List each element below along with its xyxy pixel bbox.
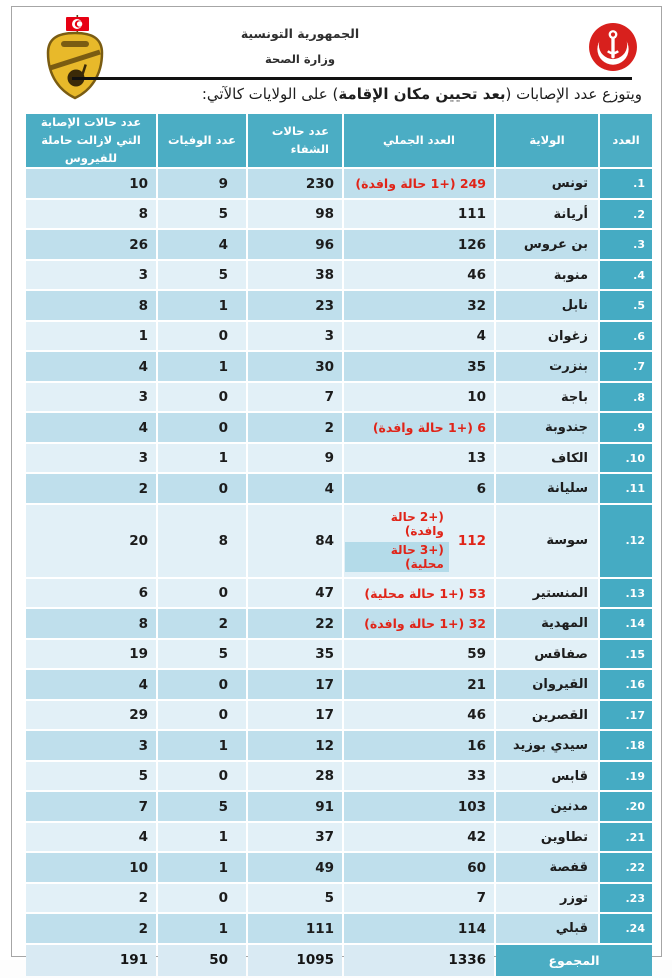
table-row	[26, 640, 652, 669]
row-deaths: 1	[158, 291, 246, 320]
row-rank: .12	[600, 505, 652, 577]
row-deaths: 1	[158, 444, 246, 473]
row-deaths: 5	[158, 261, 246, 290]
table-row	[26, 579, 652, 608]
row-total-cases: 53 (+1 حالة محلية)	[344, 579, 494, 608]
total-row	[26, 945, 652, 976]
row-deaths: 0	[158, 762, 246, 791]
col-header-recovered: عدد حالات الشفاء	[248, 114, 342, 167]
row-total-cases: 21	[344, 670, 494, 699]
row-rank: .6	[600, 322, 652, 351]
row-total-cases: 126	[344, 230, 494, 259]
row-deaths: 1	[158, 823, 246, 852]
row-recovered: 38	[248, 261, 342, 290]
row-governorate: تونس	[496, 169, 598, 198]
table-row	[26, 609, 652, 638]
row-governorate: الكاف	[496, 444, 598, 473]
table-row	[26, 823, 652, 852]
table-body	[26, 169, 652, 943]
row-active: 8	[26, 609, 156, 638]
row-active: 4	[26, 823, 156, 852]
row-total-cases: 7	[344, 884, 494, 913]
table-row	[26, 230, 652, 259]
row-total-cases: 249 (+1 حالة وافدة)	[344, 169, 494, 198]
row-rank: .4	[600, 261, 652, 290]
row-total-cases: 103	[344, 792, 494, 821]
row-governorate: نابل	[496, 291, 598, 320]
table-row	[26, 444, 652, 473]
row-deaths: 1	[158, 914, 246, 943]
row-deaths: 9	[158, 169, 246, 198]
row-active: 2	[26, 884, 156, 913]
row-deaths: 0	[158, 670, 246, 699]
row-rank: .23	[600, 884, 652, 913]
title-part3: ) على الولايات كالآتي:	[201, 85, 339, 103]
total-cases: 1336	[344, 945, 494, 976]
header-republic: الجمهورية التونسية	[240, 26, 360, 41]
row-rank: .11	[600, 474, 652, 503]
total-recovered: 1095	[248, 945, 342, 976]
total-label: المجموع	[496, 945, 652, 976]
row-governorate: المنستير	[496, 579, 598, 608]
row-recovered: 9	[248, 444, 342, 473]
row-rank: .10	[600, 444, 652, 473]
row-total-cases: 16	[344, 731, 494, 760]
row-active: 3	[26, 383, 156, 412]
row-rank: .21	[600, 823, 652, 852]
row-recovered: 12	[248, 731, 342, 760]
col-header-deaths: عدد الوفيات	[158, 114, 246, 167]
row-total-cases: 33	[344, 762, 494, 791]
row-rank: .1	[600, 169, 652, 198]
row-total-cases: 13	[344, 444, 494, 473]
row-rank: .14	[600, 609, 652, 638]
row-recovered: 3	[248, 322, 342, 351]
row-active: 10	[26, 169, 156, 198]
col-header-rank: العدد	[600, 114, 652, 167]
row-recovered: 91	[248, 792, 342, 821]
cases-by-governorate-table	[24, 112, 654, 978]
row-governorate: بنزرت	[496, 352, 598, 381]
row-governorate: سليانة	[496, 474, 598, 503]
table-row	[26, 413, 652, 442]
row-rank: .9	[600, 413, 652, 442]
row-active: 10	[26, 853, 156, 882]
row-recovered: 22	[248, 609, 342, 638]
table-row	[26, 853, 652, 882]
row-governorate: مدنين	[496, 792, 598, 821]
row-total-cases: 111	[344, 200, 494, 229]
row-recovered: 230	[248, 169, 342, 198]
row-deaths: 1	[158, 352, 246, 381]
row-recovered: 2	[248, 413, 342, 442]
row-deaths: 5	[158, 640, 246, 669]
row-total-cases: 4	[344, 322, 494, 351]
row-governorate: صفاقس	[496, 640, 598, 669]
row-recovered: 37	[248, 823, 342, 852]
row-deaths: 0	[158, 383, 246, 412]
row-recovered: 17	[248, 701, 342, 730]
row-total-cases: 42	[344, 823, 494, 852]
title-part2-bold: بعد تحيين مكان الإقامة	[338, 85, 506, 103]
row-total-cases: 112 (+2 حالة وافدة) (+3 حالة محلية)	[344, 505, 494, 577]
row-recovered: 23	[248, 291, 342, 320]
row-deaths: 8	[158, 505, 246, 577]
row-governorate: سوسة	[496, 505, 598, 577]
row-rank: .15	[600, 640, 652, 669]
row-rank: .5	[600, 291, 652, 320]
total-active: 191	[26, 945, 156, 976]
row-recovered: 28	[248, 762, 342, 791]
table-row	[26, 352, 652, 381]
table-row	[26, 322, 652, 351]
table-row	[26, 474, 652, 503]
row-active: 3	[26, 731, 156, 760]
row-rank: .8	[600, 383, 652, 412]
row-governorate: أريانة	[496, 200, 598, 229]
row-deaths: 0	[158, 701, 246, 730]
col-header-governorate: الولاية	[496, 114, 598, 167]
row-recovered: 17	[248, 670, 342, 699]
row-governorate: زغوان	[496, 322, 598, 351]
row-total-cases: 46	[344, 261, 494, 290]
table-row	[26, 731, 652, 760]
table-row	[26, 169, 652, 198]
table-row	[26, 200, 652, 229]
row-recovered: 47	[248, 579, 342, 608]
row-total-cases: 6 (+1 حالة وافدة)	[344, 413, 494, 442]
table-row	[26, 291, 652, 320]
row-governorate: القيروان	[496, 670, 598, 699]
row-total-cases: 32	[344, 291, 494, 320]
row-rank: .22	[600, 853, 652, 882]
row-recovered: 49	[248, 853, 342, 882]
row-active: 2	[26, 474, 156, 503]
row-governorate: باجة	[496, 383, 598, 412]
row-recovered: 7	[248, 383, 342, 412]
table-row	[26, 762, 652, 791]
row-recovered: 5	[248, 884, 342, 913]
health-ministry-logo-icon	[588, 22, 638, 72]
row-active: 3	[26, 261, 156, 290]
row-rank: .20	[600, 792, 652, 821]
row-rank: .24	[600, 914, 652, 943]
table-footer	[26, 945, 652, 976]
row-governorate: تطاوين	[496, 823, 598, 852]
row-governorate: قابس	[496, 762, 598, 791]
row-active: 6	[26, 579, 156, 608]
row-deaths: 1	[158, 853, 246, 882]
row-rank: .7	[600, 352, 652, 381]
row-active: 2	[26, 914, 156, 943]
header-ministry: وزارة الصحة	[265, 52, 335, 66]
row-governorate: منوبة	[496, 261, 598, 290]
row-total-cases: 32 (+1 حالة وافدة)	[344, 609, 494, 638]
row-total-cases: 10	[344, 383, 494, 412]
table-row	[26, 914, 652, 943]
tunisia-coat-of-arms-icon	[36, 14, 114, 100]
row-governorate: جندوبة	[496, 413, 598, 442]
row-recovered: 30	[248, 352, 342, 381]
row-rank: .19	[600, 762, 652, 791]
row-active: 29	[26, 701, 156, 730]
row-rank: .3	[600, 230, 652, 259]
row-total-cases: 46	[344, 701, 494, 730]
row-governorate: قبلي	[496, 914, 598, 943]
row-active: 4	[26, 670, 156, 699]
row-recovered: 84	[248, 505, 342, 577]
row-total-cases: 6	[344, 474, 494, 503]
row-deaths: 1	[158, 731, 246, 760]
row-governorate: المهدية	[496, 609, 598, 638]
row-deaths: 0	[158, 413, 246, 442]
row-deaths: 5	[158, 200, 246, 229]
row-deaths: 0	[158, 884, 246, 913]
col-header-total: العدد الجملي	[344, 114, 494, 167]
row-recovered: 4	[248, 474, 342, 503]
row-governorate: القصرين	[496, 701, 598, 730]
row-governorate: بن عروس	[496, 230, 598, 259]
row-governorate: سيدي بوزيد	[496, 731, 598, 760]
row-active: 1	[26, 322, 156, 351]
row-total-cases: 35	[344, 352, 494, 381]
row-active: 4	[26, 352, 156, 381]
row-governorate: توزر	[496, 884, 598, 913]
row-active: 4	[26, 413, 156, 442]
table-row	[26, 884, 652, 913]
row-recovered: 111	[248, 914, 342, 943]
title-part1: ويتوزع عدد الإصابات (	[505, 85, 642, 103]
row-deaths: 4	[158, 230, 246, 259]
col-header-active: عدد حالات الإصابة التي لازالت حاملة للفيروس	[26, 114, 156, 167]
row-total-cases: 60	[344, 853, 494, 882]
row-active: 3	[26, 444, 156, 473]
row-recovered: 35	[248, 640, 342, 669]
row-active: 19	[26, 640, 156, 669]
page-title	[122, 85, 642, 103]
row-deaths: 0	[158, 474, 246, 503]
table-row	[26, 670, 652, 699]
row-recovered: 96	[248, 230, 342, 259]
table-row	[26, 701, 652, 730]
row-total-cases: 114	[344, 914, 494, 943]
row-deaths: 5	[158, 792, 246, 821]
table-row	[26, 383, 652, 412]
row-rank: .16	[600, 670, 652, 699]
row-active: 8	[26, 291, 156, 320]
total-deaths: 50	[158, 945, 246, 976]
table-header	[26, 114, 652, 167]
row-deaths: 0	[158, 579, 246, 608]
row-active: 8	[26, 200, 156, 229]
row-rank: .2	[600, 200, 652, 229]
table-row	[26, 792, 652, 821]
row-rank: .18	[600, 731, 652, 760]
header-divider	[72, 77, 632, 80]
row-active: 20	[26, 505, 156, 577]
row-active: 7	[26, 792, 156, 821]
row-active: 5	[26, 762, 156, 791]
row-deaths: 2	[158, 609, 246, 638]
table-row	[26, 261, 652, 290]
row-deaths: 0	[158, 322, 246, 351]
row-rank: .17	[600, 701, 652, 730]
row-recovered: 98	[248, 200, 342, 229]
row-governorate: قفصة	[496, 853, 598, 882]
row-rank: .13	[600, 579, 652, 608]
row-active: 26	[26, 230, 156, 259]
table-row	[26, 505, 652, 577]
row-total-cases: 59	[344, 640, 494, 669]
